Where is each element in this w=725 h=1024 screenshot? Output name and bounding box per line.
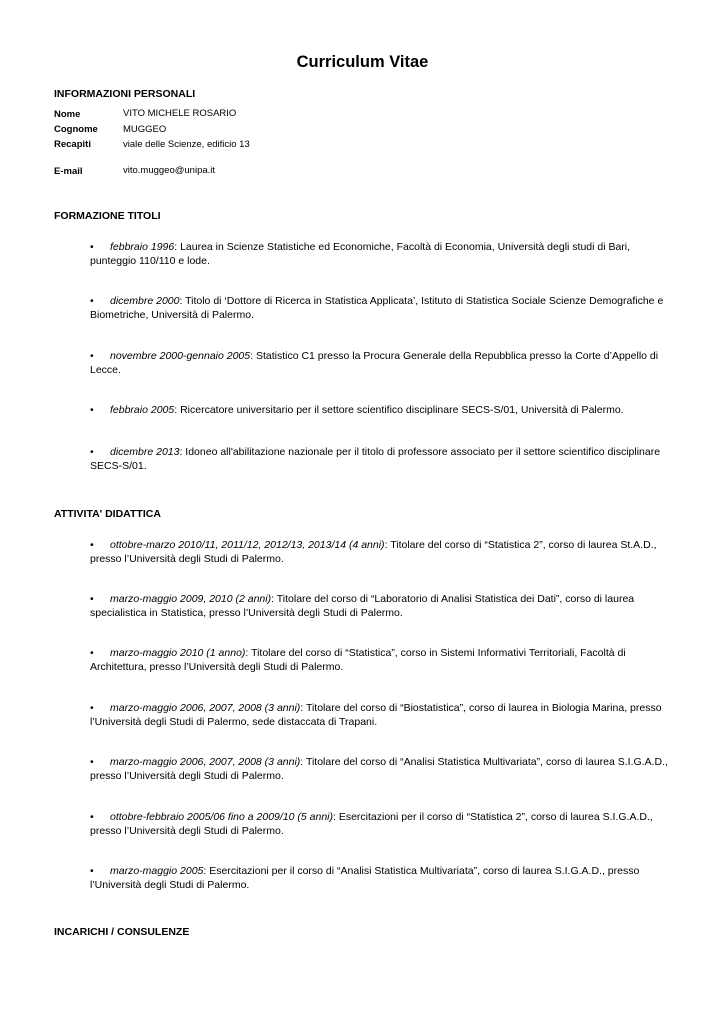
item-text: : Esercitazioni per il corso di “Analisi Statistica Multivariata”, corso di laurea S.I.G.A.D., presso l’Università degli Studi di Palermo.: [90, 865, 640, 891]
list-item: [90, 295, 670, 322]
item-date: marzo-maggio 2005: [110, 865, 204, 877]
field-value-cognome: MUGGEO: [123, 124, 167, 135]
bullet-icon: •: [90, 241, 94, 253]
item-text: : Titolare del corso di “Statistica 2”, corso di laurea St.A.D., presso l’Università degli Studi di Palermo.: [90, 539, 657, 565]
list-item: [90, 539, 670, 566]
section-heading-formazione: FORMAZIONE TITOLI: [54, 210, 161, 222]
field-label-cognome: Cognome: [54, 124, 98, 135]
list-item: [90, 702, 670, 729]
section-heading-didattica: ATTIVITA' DIDATTICA: [54, 508, 161, 520]
bullet-icon: •: [90, 404, 94, 416]
list-item: [90, 865, 670, 892]
item-date: dicembre 2000: [110, 295, 180, 307]
item-text: : Titolo di ‘Dottore di Ricerca in Statistica Applicata’, Istituto di Statistica Sociale Scienze Demografiche e Biometriche, Università di Palermo.: [90, 295, 664, 321]
bullet-icon: •: [90, 865, 94, 877]
field-label-email: E-mail: [54, 166, 83, 177]
item-text: : Esercitazioni per il corso di “Statistica 2”, corso di laurea S.I.G.A.D., presso l’Università degli Studi di Palermo.: [90, 811, 653, 837]
list-item: [90, 446, 670, 473]
item-date: marzo-maggio 2006, 2007, 2008 (3 anni): [110, 702, 301, 714]
bullet-icon: •: [90, 756, 94, 768]
item-text: : Titolare del corso di “Statistica”, corso in Sistemi Informativi Territoriali, Facoltà di Architettura, presso l’Università degli Studi di Palermo.: [90, 647, 626, 673]
page-title: Curriculum Vitae: [296, 53, 429, 71]
item-text: : Laurea in Scienze Statistiche ed Economiche, Facoltà di Economia, Università degli studi di Bari, punteggio 110/110 e lode.: [90, 241, 631, 267]
field-value-nome: VITO MICHELE ROSARIO: [123, 108, 237, 119]
bullet-icon: •: [90, 539, 94, 551]
bullet-icon: •: [90, 350, 94, 362]
field-value-email: vito.muggeo@unipa.it: [123, 165, 216, 176]
list-item: [90, 350, 670, 377]
bullet-icon: •: [90, 702, 94, 714]
list-item: [90, 756, 670, 783]
field-label-nome: Nome: [54, 109, 81, 120]
item-date: ottobre-febbraio 2005/06 fino a 2009/10 (5 anni): [110, 811, 333, 823]
item-date: marzo-maggio 2009, 2010 (2 anni): [110, 593, 272, 605]
item-text: : Ricercatore universitario per il settore scientifico disciplinare SECS-S/01, Università di Palermo.: [174, 404, 624, 416]
bullet-icon: •: [90, 295, 94, 307]
bullet-icon: •: [90, 811, 94, 823]
section-heading-incarichi: INCARICHI / CONSULENZE: [54, 926, 190, 938]
item-date: marzo-maggio 2010 (1 anno): [110, 647, 246, 659]
item-date: dicembre 2013: [110, 446, 180, 458]
item-text: : Titolare del corso di “Analisi Statistica Multivariata”, corso di laurea S.I.G.A.D., presso l’Università degli Studi di Palermo.: [90, 756, 668, 782]
item-text: : Idoneo all'abilitazione nazionale per il titolo di professore associato per il settore scientifico disciplinare SECS-S/01.: [90, 446, 661, 472]
bullet-icon: •: [90, 593, 94, 605]
item-date: febbraio 2005: [110, 404, 175, 416]
list-item: [90, 811, 670, 838]
item-date: ottobre-marzo 2010/11, 2011/12, 2012/13, 2013/14 (4 anni): [110, 539, 385, 551]
list-item: [90, 647, 670, 674]
item-date: marzo-maggio 2006, 2007, 2008 (3 anni): [110, 756, 301, 768]
item-text: : Titolare del corso di “Biostatistica”, corso di laurea in Biologia Marina, presso l’Università degli Studi di Palermo, sede distaccata di Trapani.: [90, 702, 662, 728]
field-value-recapiti: viale delle Scienze, edificio 13: [123, 139, 250, 150]
item-text: : Titolare del corso di “Laboratorio di Analisi Statistica dei Dati”, corso di laurea specialistica in Statistica, presso l’Università degli Studi di Palermo.: [90, 593, 635, 619]
bullet-icon: •: [90, 647, 94, 659]
item-date: febbraio 1996: [110, 241, 175, 253]
item-date: novembre 2000-gennaio 2005: [110, 350, 251, 362]
section-heading-personal: INFORMAZIONI PERSONALI: [54, 88, 196, 100]
list-item: [90, 241, 670, 268]
item-text: : Statistico C1 presso la Procura Generale della Repubblica presso la Corte d’Appello di Lecce.: [90, 350, 659, 376]
list-item: [90, 593, 670, 620]
list-item: [90, 404, 670, 418]
field-label-recapiti: Recapiti: [54, 139, 91, 150]
bullet-icon: •: [90, 446, 94, 458]
